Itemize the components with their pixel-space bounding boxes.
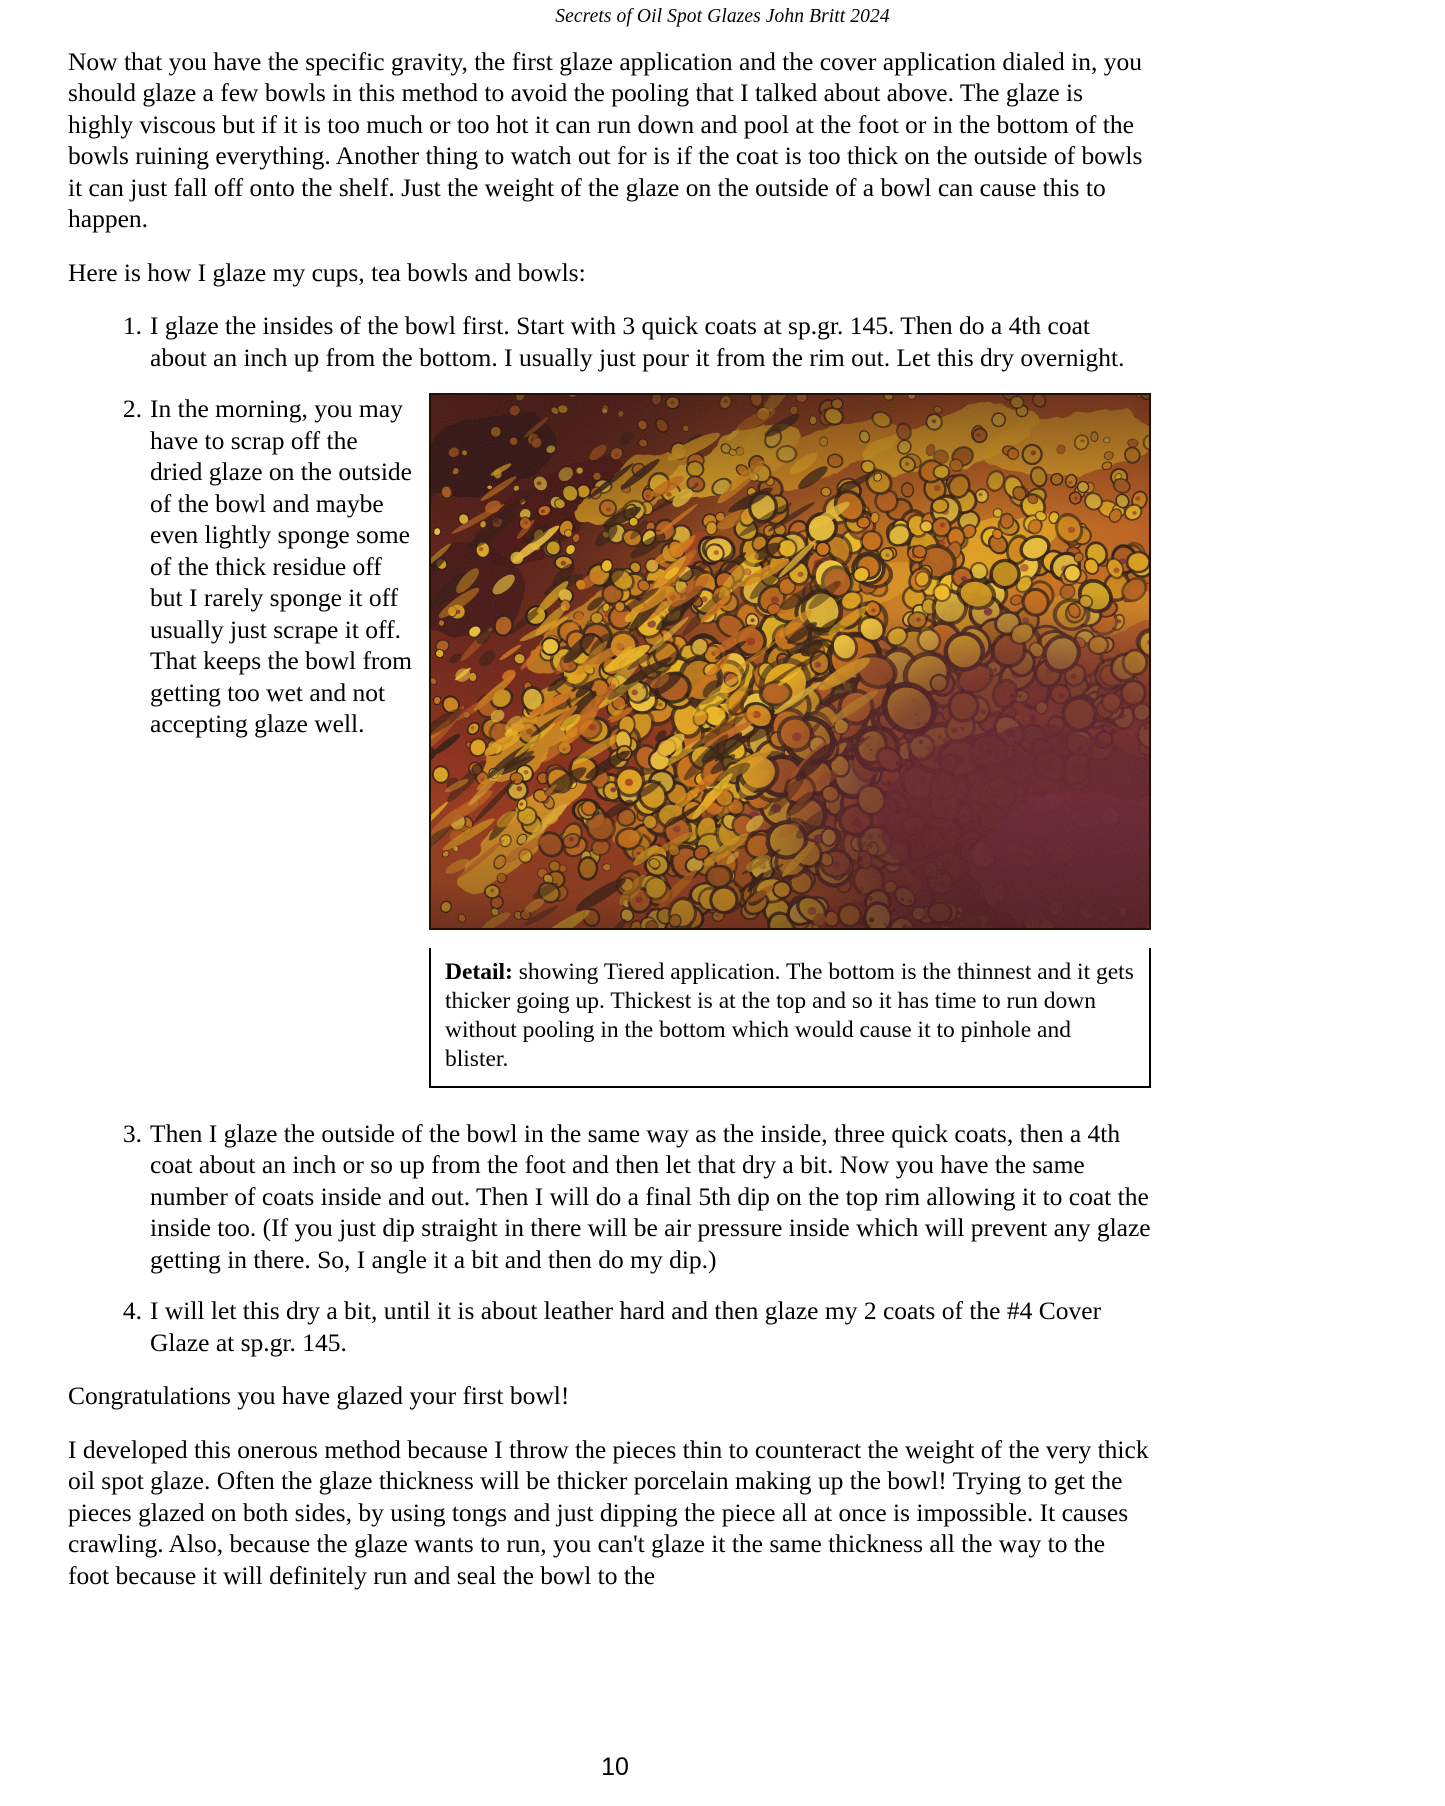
- list-item-text: In the morning, you may have to scrap off the dried glaze on the outside of the bowl and maybe even lightly sponge some of the thick residue off but I rarely sponge it off usually just scrape it off. That keeps the bowl from getting too wet and not accepting glaze well.: [150, 394, 413, 739]
- lead-in-paragraph: Here is how I glaze my cups, tea bowls and bowls:: [68, 257, 586, 287]
- running-head: Secrets of Oil Spot Glazes John Britt 2024: [555, 6, 890, 27]
- glazing-steps-list: [68, 310, 1151, 1358]
- list-item: [68, 1118, 1151, 1275]
- list-item-text: I will let this dry a bit, until it is about leather hard and then glaze my 2 coats of the #4 Cover Glaze at sp.gr. 145.: [150, 1296, 1102, 1357]
- list-item: [68, 310, 1151, 373]
- glaze-texture-graphic: [429, 393, 1151, 930]
- caption-text: showing Tiered application. The bottom is the thinnest and it gets thicker going up. Thickest is at the top and so it has time to run down without pooling in the bottom which would cause it to pinhole and blister.: [445, 959, 1134, 1073]
- caption-label: Detail:: [445, 959, 513, 986]
- list-item-number: 3.: [122, 1118, 142, 1148]
- closing-paragraph: I developed this onerous method because I throw the pieces thin to counteract the weight of the very thick oil spot glaze. Often the glaze thickness will be thicker porcelain making up the bowl! Trying to get the pieces glazed on both sides, by using tongs and just dipping the piece all at once is impossible. It causes crawling. Also, because the glaze wants to run, you can't glaze it the same thickness all the way to the foot because it will definitely run and seal the bowl to the: [68, 1434, 1149, 1590]
- list-item: [68, 1295, 1151, 1358]
- list-item-text: Then I glaze the outside of the bowl in the same way as the inside, three quick coats, then a 4th coat about an inch or so up from the foot and then let that dry a bit. Now you have the same number of coats inside and out. Then I will do a final 5th dip on the top rim allowing it to coat the inside too. (If you just dip straight in there will be air pressure inside which will prevent any glaze getting in there. So, I angle it a bit and then do my dip.): [150, 1118, 1151, 1274]
- congratulations-paragraph: Congratulations you have glazed your first bowl!: [68, 1381, 570, 1411]
- list-item-number: 4.: [122, 1296, 142, 1326]
- list-item-number: 1.: [122, 311, 142, 341]
- page-content: [68, 46, 1151, 1613]
- figure-caption: [429, 948, 1151, 1088]
- page-number: 10: [601, 1753, 629, 1781]
- list-item-text: I glaze the insides of the bowl first. Start with 3 quick coats at sp.gr. 145. Then do a 4th coat about an inch up from the bottom. I usually just pour it from the rim out. Let this dry overnight.: [150, 311, 1125, 372]
- list-item-number: 2.: [122, 394, 142, 424]
- figure: [429, 393, 1151, 1088]
- oil-spot-glaze-detail-photograph: [429, 393, 1151, 930]
- intro-paragraph: Now that you have the specific gravity, the first glaze application and the cover application dialed in, you should glaze a few bowls in this method to avoid the pooling that I talked about above. The glaze is highly viscous but if it is too much or too hot it can run down and pool at the foot or in the bottom of the bowls ruining everything. Another thing to watch out for is if the coat is too thick on the outside of bowls it can just fall off onto the shelf. Just the weight of the glaze on the outside of a bowl can cause this to happen.: [68, 47, 1143, 234]
- list-item: [68, 393, 1151, 1098]
